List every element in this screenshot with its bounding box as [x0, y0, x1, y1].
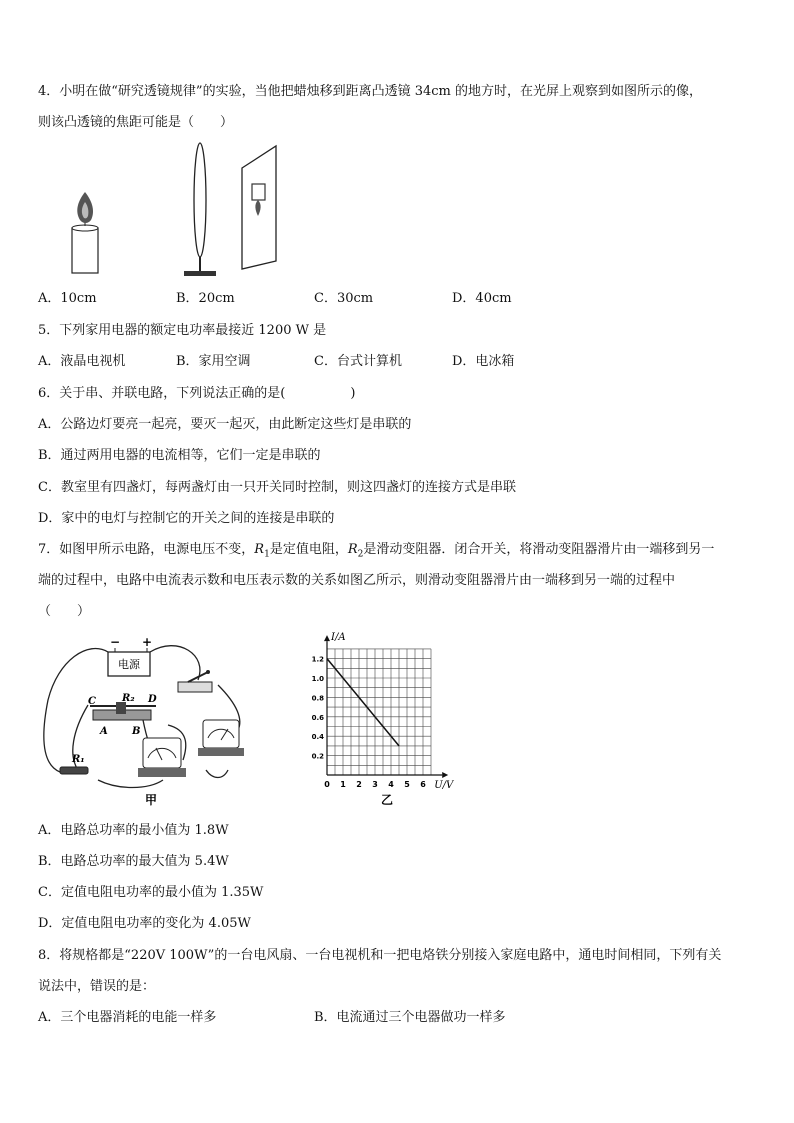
- q4-option-d: D．40cm: [452, 291, 512, 306]
- q6-option-b: B．通过两用电器的电流相等，它们一定是串联的: [38, 448, 321, 463]
- series-line: [327, 659, 399, 746]
- q6-option-c: C．教室里有四盏灯，每两盏灯由一只开关同时控制，则这四盏灯的连接方式是串联: [38, 480, 516, 495]
- minus-terminal-label: −: [109, 635, 121, 649]
- q6-stem: 6．关于串、并联电路，下列说法正确的是( ): [38, 386, 356, 401]
- q4-optics-figure: [60, 140, 290, 280]
- chart-grid: [327, 649, 431, 775]
- q8-stem-line1: 8．将规格都是“220V 100W”的一台电风扇、一台电视机和一把电烙铁分别接入家庭电路中，通电时间相同，下列有关: [38, 948, 722, 963]
- q7-stem-line3: （ ）: [38, 604, 91, 619]
- graph-figure-yi: [305, 630, 475, 810]
- q7-stem-line1: [38, 541, 714, 564]
- fixed-resistor-icon: [60, 754, 88, 774]
- q8-option-b: B．电流通过三个电器做功一样多: [314, 1010, 506, 1025]
- q4-stem-line1: 4．小明在做“研究透镜规律”的实验，当他把蜡烛移到距离凸透镜 34cm 的地方时，在光屏上观察到如图所示的像，: [38, 84, 702, 99]
- y-tick-label: 1.2: [311, 655, 324, 664]
- power-supply-icon: [108, 635, 152, 676]
- x-tick-label: 0: [324, 780, 330, 789]
- q4-option-c: C．30cm: [314, 291, 374, 306]
- q4-option-b: B．20cm: [176, 291, 235, 306]
- r1-symbol: R: [254, 542, 265, 557]
- ammeter-icon: [198, 720, 244, 756]
- q7-option-a: A．电路总功率的最小值为 1.8W: [38, 823, 229, 838]
- q7-option-c: C．定值电阻电功率的最小值为 1.35W: [38, 885, 264, 900]
- candle-icon: [72, 192, 98, 273]
- q7-option-d: D．定值电阻电功率的变化为 4.05W: [38, 916, 251, 931]
- q7-stem-part2: 是定值电阻，: [269, 542, 348, 557]
- rheostat-icon: [88, 693, 157, 737]
- q5-option-d: D．电冰箱: [452, 354, 515, 369]
- y-axis-label: I/A: [331, 632, 346, 644]
- q5-option-b: B．家用空调: [176, 354, 251, 369]
- q7-stem-part3: 是滑动变阻器．闭合开关，将滑动变阻器滑片由一端移到另一: [363, 542, 715, 557]
- label-a: A: [100, 726, 108, 737]
- r1-subscript: 1: [264, 549, 270, 560]
- chart-ticks: [312, 656, 427, 789]
- label-r2: R₂: [122, 693, 135, 704]
- x-tick-label: 1: [340, 780, 346, 789]
- convex-lens-icon: [184, 143, 216, 276]
- chart-series: [327, 659, 399, 746]
- q5-option-a: A．液晶电视机: [38, 354, 126, 369]
- x-axis-label: U/V: [434, 780, 454, 791]
- switch-icon: [178, 670, 212, 692]
- y-tick-label: 0.4: [311, 733, 324, 742]
- q4-stem-line2: 则该凸透镜的焦距可能是（ ）: [38, 115, 234, 130]
- power-supply-label: 电源: [118, 658, 140, 671]
- chart-axes: [324, 635, 448, 778]
- label-b: B: [132, 726, 141, 737]
- x-tick-label: 2: [356, 780, 362, 789]
- screen-icon: [242, 146, 276, 269]
- y-tick-label: 1.0: [311, 675, 324, 683]
- voltmeter-icon: [138, 738, 186, 777]
- x-tick-label: 4: [388, 780, 394, 789]
- plus-terminal-label: +: [141, 635, 153, 649]
- q6-option-a: A．公路边灯要亮一起亮，要灭一起灭，由此断定这些灯是串联的: [38, 417, 412, 432]
- q7-stem-part1: 7．如图甲所示电路，电源电压不变，: [38, 542, 255, 557]
- x-tick-label: 3: [372, 780, 378, 789]
- figure-caption-yi: 乙: [380, 793, 394, 807]
- q8-option-a: A．三个电器消耗的电能一样多: [38, 1010, 217, 1025]
- x-tick-label: 6: [420, 780, 426, 789]
- label-r1: R₁: [72, 754, 85, 765]
- q7-option-b: B．电路总功率的最大值为 5.4W: [38, 854, 229, 869]
- figure-caption-jia: 甲: [144, 793, 158, 807]
- y-tick-label: 0.8: [311, 694, 324, 703]
- label-c: C: [88, 696, 96, 707]
- label-d: D: [148, 694, 157, 705]
- q5-stem: 5．下列家用电器的额定电功率最接近 1200 W 是: [38, 323, 327, 338]
- x-axis-arrow: [442, 772, 448, 778]
- r2-subscript: 2: [357, 549, 364, 560]
- q8-stem-line2: 说法中，错误的是：: [38, 979, 156, 994]
- x-tick-label: 5: [404, 780, 410, 789]
- y-tick-label: 0.2: [311, 752, 324, 761]
- q5-option-c: C．台式计算机: [314, 354, 402, 369]
- q7-stem-line2: 端的过程中，电路中电流表示数和电压表示数的关系如图乙所示，则滑动变阻器滑片由一端移到另一端的过程中: [38, 573, 676, 588]
- y-tick-label: 0.6: [311, 713, 324, 722]
- r2-symbol: R: [347, 542, 358, 557]
- q6-option-d: D．家中的电灯与控制它的开关之间的连接是串联的: [38, 511, 335, 526]
- q4-option-a: A．10cm: [38, 291, 97, 306]
- y-axis-arrow: [324, 635, 330, 641]
- circuit-figure-jia: [38, 630, 263, 810]
